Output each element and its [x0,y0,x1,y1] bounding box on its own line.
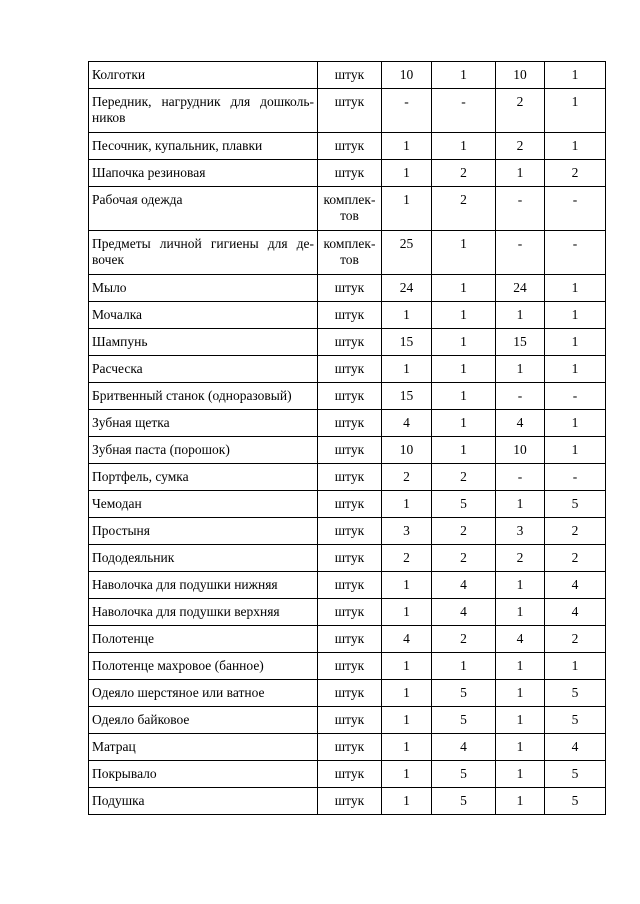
table-row [89,653,606,680]
term-cell: 1 [432,356,496,383]
table-row [89,464,606,491]
item-name-cell: Наволочка для подушки нижняя [89,572,318,599]
table-row [89,356,606,383]
table-row [89,491,606,518]
term-cell: 5 [545,761,606,788]
table-row [89,437,606,464]
table-row [89,788,606,815]
unit-cell: штук [318,160,382,187]
term-cell: 1 [432,410,496,437]
term-cell: 5 [432,491,496,518]
unit-cell: штук [318,356,382,383]
item-name-cell: Бритвенный станок (одноразовый) [89,383,318,410]
term-cell: 4 [432,572,496,599]
item-name-cell: Зубная щетка [89,410,318,437]
term-cell: 2 [432,160,496,187]
quantity-cell: 1 [496,788,545,815]
unit-cell: штук [318,788,382,815]
unit-cell: штук [318,734,382,761]
term-cell: 4 [545,599,606,626]
table-row [89,231,606,275]
unit-cell: штук [318,680,382,707]
unit-cell: штук [318,383,382,410]
quantity-cell: 1 [382,356,432,383]
quantity-cell: - [496,464,545,491]
quantity-cell: 1 [496,572,545,599]
term-cell: 2 [432,464,496,491]
term-cell: 1 [545,302,606,329]
table-row [89,599,606,626]
quantity-cell: - [382,89,432,133]
term-cell: 2 [545,545,606,572]
item-name-cell: Портфель, сумка [89,464,318,491]
term-cell: 1 [545,356,606,383]
table-row [89,545,606,572]
term-cell: 5 [545,788,606,815]
table-row [89,62,606,89]
unit-cell: штук [318,410,382,437]
term-cell: 2 [432,626,496,653]
quantity-cell: 4 [496,626,545,653]
quantity-cell: 10 [382,62,432,89]
quantity-cell: 10 [496,62,545,89]
unit-cell: штук [318,89,382,133]
term-cell: 2 [432,545,496,572]
table-row [89,383,606,410]
item-name-cell: Колготки [89,62,318,89]
quantity-cell: 10 [496,437,545,464]
unit-cell: штук [318,518,382,545]
quantity-cell: 1 [496,356,545,383]
quantity-cell: 3 [496,518,545,545]
item-name-cell: Чемодан [89,491,318,518]
term-cell: 2 [545,518,606,545]
term-cell: - [545,464,606,491]
unit-cell: штук [318,302,382,329]
quantity-cell: 1 [382,133,432,160]
item-name-cell: Одеяло шерстяное или ватное [89,680,318,707]
quantity-cell: 1 [382,599,432,626]
unit-cell: штук [318,599,382,626]
quantity-cell: 2 [382,545,432,572]
quantity-cell: 1 [496,599,545,626]
table-row [89,761,606,788]
quantity-cell: 1 [382,572,432,599]
term-cell: 4 [432,734,496,761]
table-row [89,518,606,545]
unit-cell: штук [318,545,382,572]
item-name-cell: Передник, нагрудник для дошколь-ников [89,89,318,133]
table-row [89,133,606,160]
unit-cell: штук [318,275,382,302]
term-cell: 1 [432,329,496,356]
item-name-cell: Подушка [89,788,318,815]
term-cell: 1 [432,437,496,464]
term-cell: 1 [432,62,496,89]
quantity-cell: 1 [382,160,432,187]
unit-cell: штук [318,707,382,734]
quantity-cell: 10 [382,437,432,464]
quantity-cell: 2 [382,464,432,491]
term-cell: 4 [545,734,606,761]
quantity-cell: 15 [382,329,432,356]
term-cell: 5 [545,491,606,518]
item-name-cell: Наволочка для подушки верхняя [89,599,318,626]
unit-cell: штук [318,62,382,89]
table-row [89,187,606,231]
term-cell: 2 [545,626,606,653]
term-cell: 2 [432,187,496,231]
quantity-cell: 1 [496,491,545,518]
item-name-cell: Расческа [89,356,318,383]
quantity-cell: 24 [382,275,432,302]
term-cell: 1 [432,653,496,680]
term-cell: 2 [545,160,606,187]
term-cell: 2 [432,518,496,545]
quantity-cell: 15 [382,383,432,410]
table-row [89,275,606,302]
quantity-cell: 1 [382,302,432,329]
unit-cell: штук [318,572,382,599]
term-cell: 5 [545,707,606,734]
table-row [89,160,606,187]
quantity-cell: 2 [496,545,545,572]
term-cell: 1 [545,133,606,160]
item-name-cell: Пододеяльник [89,545,318,572]
unit-cell: штук [318,133,382,160]
item-name-cell: Зубная паста (порошок) [89,437,318,464]
table-row [89,626,606,653]
quantity-cell: 1 [496,160,545,187]
item-name-cell: Простыня [89,518,318,545]
supply-table-body [89,62,606,815]
term-cell: 1 [545,437,606,464]
item-name-cell: Покрывало [89,761,318,788]
term-cell: 4 [545,572,606,599]
quantity-cell: 1 [496,761,545,788]
quantity-cell: 1 [382,788,432,815]
unit-cell: штук [318,464,382,491]
table-row [89,89,606,133]
term-cell: 1 [545,653,606,680]
quantity-cell: 1 [496,680,545,707]
quantity-cell: 1 [496,653,545,680]
quantity-cell: 24 [496,275,545,302]
quantity-cell: 25 [382,231,432,275]
item-name-cell: Шампунь [89,329,318,356]
item-name-cell: Матрац [89,734,318,761]
supply-table [88,61,606,815]
unit-cell: штук [318,491,382,518]
table-row [89,329,606,356]
quantity-cell: 1 [496,734,545,761]
quantity-cell: 1 [496,302,545,329]
term-cell: - [432,89,496,133]
unit-cell: комплек-тов [318,231,382,275]
quantity-cell: - [496,187,545,231]
table-row [89,410,606,437]
item-name-cell: Мыло [89,275,318,302]
term-cell: 5 [432,788,496,815]
term-cell: 1 [432,275,496,302]
unit-cell: штук [318,626,382,653]
item-name-cell: Полотенце махровое (банное) [89,653,318,680]
item-name-cell: Мочалка [89,302,318,329]
term-cell: 5 [432,761,496,788]
quantity-cell: 1 [382,680,432,707]
table-row [89,707,606,734]
item-name-cell: Шапочка резиновая [89,160,318,187]
quantity-cell: 1 [382,761,432,788]
quantity-cell: 4 [496,410,545,437]
unit-cell: комплек-тов [318,187,382,231]
unit-cell: штук [318,329,382,356]
quantity-cell: 2 [496,89,545,133]
term-cell: 4 [432,599,496,626]
term-cell: 1 [432,302,496,329]
quantity-cell: 15 [496,329,545,356]
quantity-cell: 2 [496,133,545,160]
quantity-cell: 1 [382,491,432,518]
term-cell: 5 [545,680,606,707]
term-cell: - [545,231,606,275]
item-name-cell: Одеяло байковое [89,707,318,734]
quantity-cell: 1 [382,187,432,231]
term-cell: 1 [545,410,606,437]
quantity-cell: 4 [382,410,432,437]
table-row [89,302,606,329]
quantity-cell: 4 [382,626,432,653]
item-name-cell: Предметы личной гигиены для де-вочек [89,231,318,275]
term-cell: 1 [545,62,606,89]
quantity-cell: 1 [382,734,432,761]
table-row [89,734,606,761]
unit-cell: штук [318,761,382,788]
term-cell: 1 [432,383,496,410]
term-cell: 1 [545,275,606,302]
unit-cell: штук [318,653,382,680]
quantity-cell: - [496,231,545,275]
quantity-cell: 1 [382,653,432,680]
item-name-cell: Рабочая одежда [89,187,318,231]
quantity-cell: 1 [496,707,545,734]
quantity-cell: - [496,383,545,410]
term-cell: 5 [432,680,496,707]
quantity-cell: 3 [382,518,432,545]
term-cell: 1 [432,133,496,160]
item-name-cell: Полотенце [89,626,318,653]
table-row [89,680,606,707]
term-cell: 5 [432,707,496,734]
table-row [89,572,606,599]
term-cell: - [545,187,606,231]
term-cell: 1 [545,329,606,356]
item-name-cell: Песочник, купальник, плавки [89,133,318,160]
unit-cell: штук [318,437,382,464]
term-cell: 1 [432,231,496,275]
term-cell: - [545,383,606,410]
term-cell: 1 [545,89,606,133]
quantity-cell: 1 [382,707,432,734]
